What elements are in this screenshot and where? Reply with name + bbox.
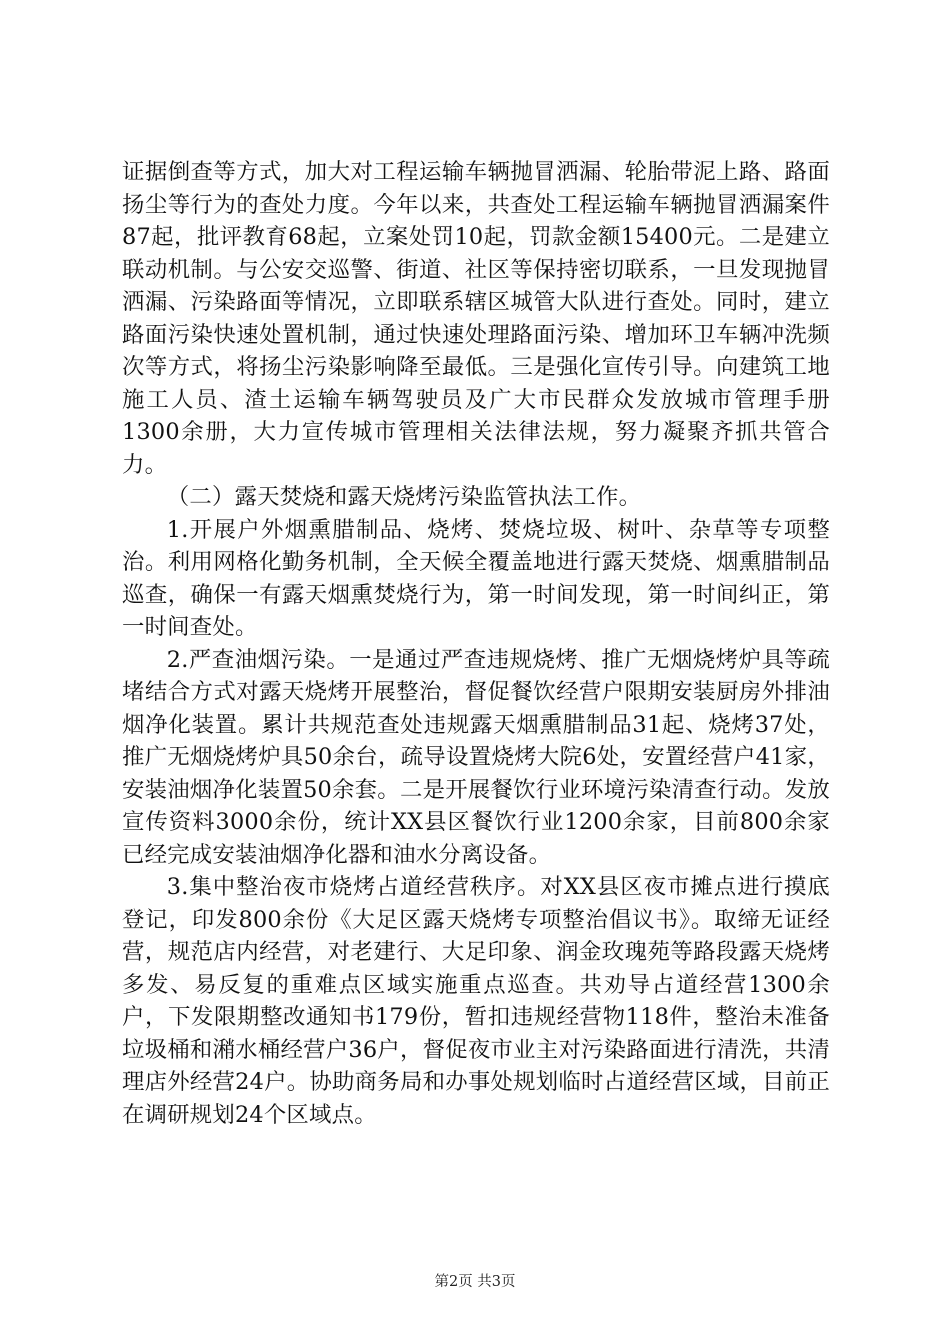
page-footer: 第2页 共3页 (434, 1274, 516, 1290)
section-heading: （二）露天焚烧和露天烧烤污染监管执法工作。 (166, 484, 642, 510)
document-body (122, 156, 830, 1131)
paragraph-item-3: 3.集中整治夜市烧烤占道经营秩序。对XX县区夜市摊点进行摸底登记，印发800余份《大足区露天烧烤专项整治倡议书》。取缔无证经营，规范店内经营，对老建行、大足印象、润金玫瑰苑等路段露天烧烤多发、易反复的重难点区域实施重点巡查。共劝导占道经营1300余户，下发限期整改通知书179份，暂扣违规经营物118件，整治未准备垃圾桶和潲水桶经营户36户，督促夜市业主对污染路面进行清洗，共清理店外经营24户。协助商务局和办事处规划临时占道经营区域，目前正在调研规划24个区域点。 (122, 874, 830, 1128)
paragraph-item-2: 2.严查油烟污染。一是通过严查违规烧烤、推广无烟烧烤炉具等疏堵结合方式对露天烧烤开展整治，督促餐饮经营户限期安装厨房外排油烟净化装置。累计共规范查处违规露天烟熏腊制品31起、烧烤37处，推广无烟烧烤炉具50余台，疏导设置烧烤大院6处，安置经营户41家，安装油烟净化装置50余套。二是开展餐饮行业环境污染清查行动。发放宣传资料3000余份，统计XX县区餐饮行业1200余家，目前800余家已经完成安装油烟净化器和油水分离设备。 (122, 646, 830, 868)
paragraph-1: 证据倒查等方式，加大对工程运输车辆抛冒洒漏、轮胎带泥上路、路面扬尘等行为的查处力度。今年以来，共查处工程运输车辆抛冒洒漏案件87起，批评教育68起，立案处罚10起，罚款金额15400元。二是建立联动机制。与公安交巡警、街道、社区等保持密切联系，一旦发现抛冒洒漏、污染路面等情况，立即联系辖区城管大队进行查处。同时，建立路面污染快速处置机制，通过快速处理路面污染、增加环卫车辆冲洗频次等方式，将扬尘污染影响降至最低。三是强化宣传引导。向建筑工地施工人员、渣土运输车辆驾驶员及广大市民群众发放城市管理手册1300余册，大力宣传城市管理相关法律法规，努力凝聚齐抓共管合力。 (122, 159, 830, 478)
paragraph-item-1: 1.开展户外烟熏腊制品、烧烤、焚烧垃圾、树叶、杂草等专项整治。利用网格化勤务机制，全天候全覆盖地进行露天焚烧、烟熏腊制品巡查，确保一有露天烟熏焚烧行为，第一时间发现，第一时间纠正，第一时间查处。 (122, 516, 830, 640)
